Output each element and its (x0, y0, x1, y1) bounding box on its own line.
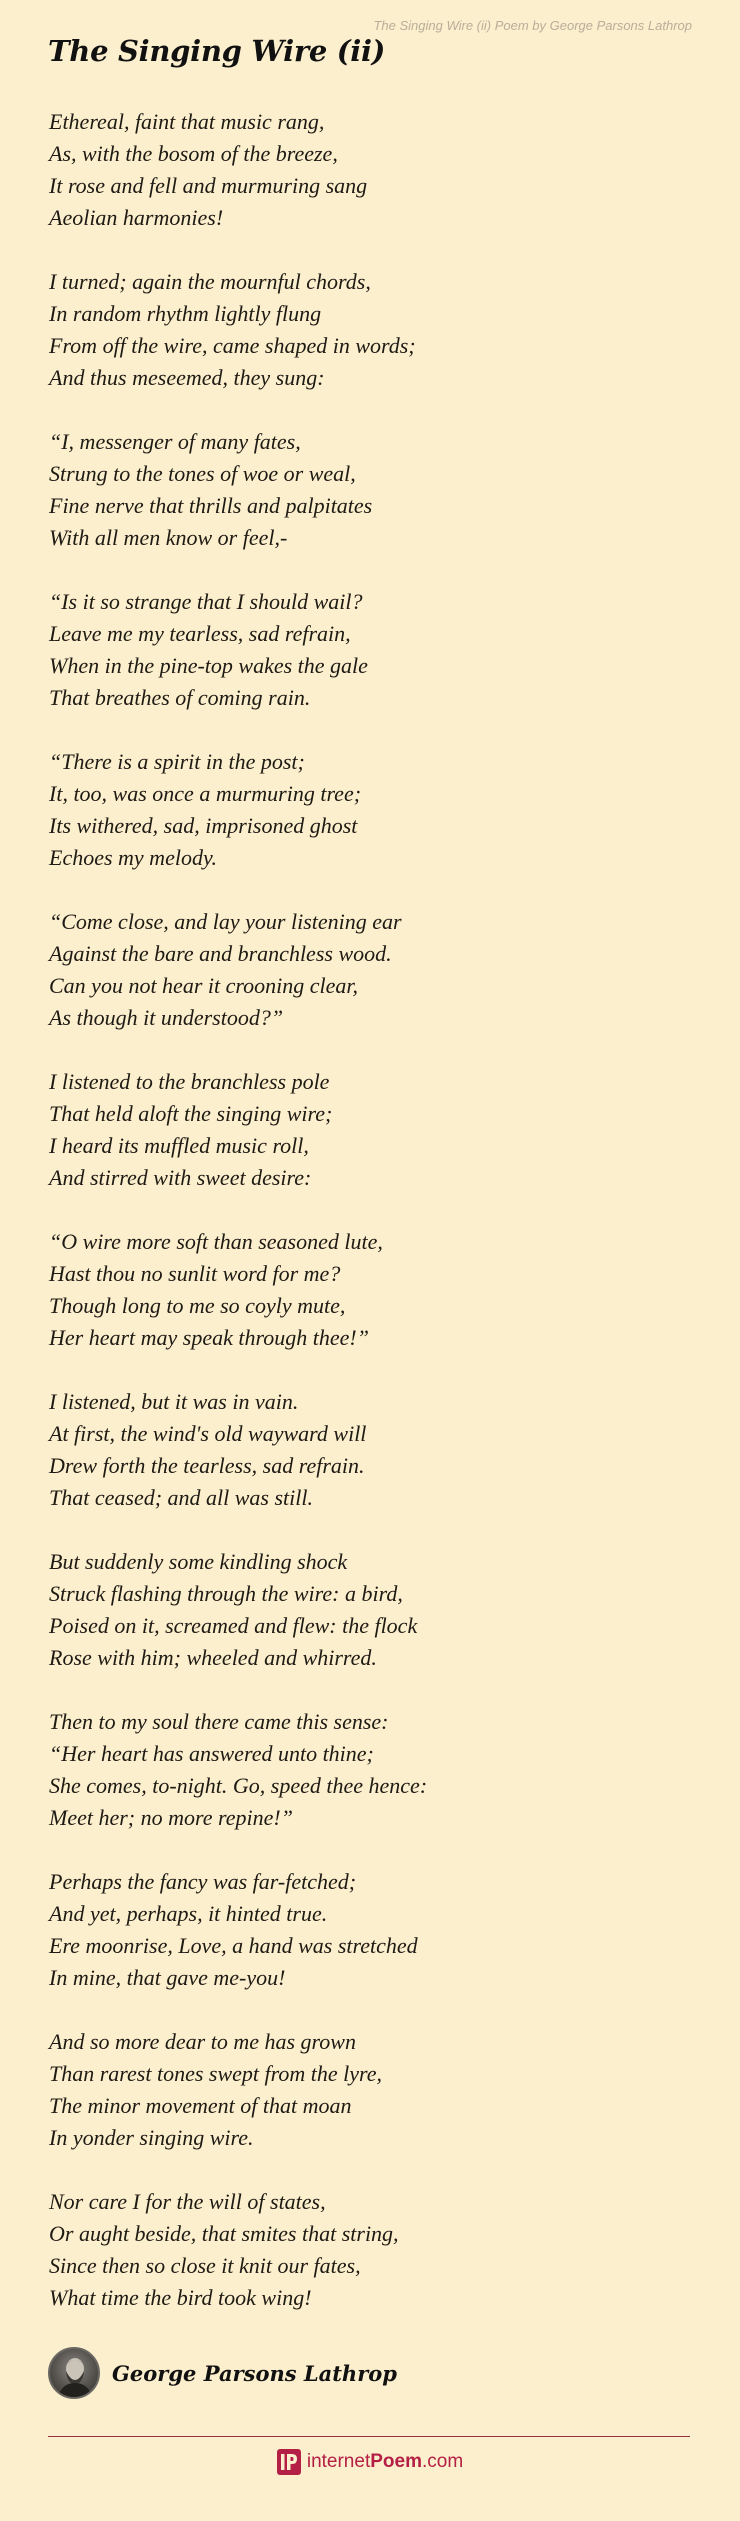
poem-line: And so more dear to me has grown (49, 2029, 356, 2054)
poem-line: And stirred with sweet desire: (49, 1165, 312, 1190)
poem-line: That ceased; and all was still. (49, 1485, 313, 1510)
poem-line: I turned; again the mournful chords, (49, 269, 371, 294)
poem-line: The minor movement of that moan (49, 2093, 352, 2118)
stanza (49, 1386, 689, 1514)
logo-suffix: .com (421, 2451, 464, 2472)
logo-text (307, 2451, 463, 2473)
stanza (49, 1706, 689, 1834)
poem-line: Her heart may speak through thee!” (49, 1325, 369, 1350)
poem-line: “Is it so strange that I should wail? (49, 589, 363, 614)
stanza (49, 106, 689, 234)
poem-line: Strung to the tones of woe or weal, (49, 461, 356, 486)
stanza (49, 1866, 689, 1994)
poem-body (49, 106, 689, 2346)
poem-line: Ere moonrise, Love, a hand was stretched (49, 1933, 418, 1958)
stanza (49, 426, 689, 554)
poem-line: “O wire more soft than seasoned lute, (49, 1229, 383, 1254)
ip-logo-mark-icon (277, 2449, 301, 2475)
poem-line: Rose with him; wheeled and whirred. (49, 1645, 377, 1670)
stanza (49, 1226, 689, 1354)
poem-line: She comes, to-night. Go, speed thee hence: (49, 1773, 428, 1798)
poem-line: And yet, perhaps, it hinted true. (49, 1901, 328, 1926)
stanza (49, 266, 689, 394)
poem-line: Since then so close it knit our fates, (49, 2253, 361, 2278)
poem-line: With all men know or feel,- (49, 525, 288, 550)
internetpoem-logo-link[interactable] (0, 2449, 740, 2475)
poem-line: Leave me my tearless, sad refrain, (49, 621, 351, 646)
stanza (49, 1066, 689, 1194)
stanza (49, 746, 689, 874)
poem-line: Aeolian harmonies! (49, 205, 224, 230)
poem-line: I listened to the branchless pole (49, 1069, 330, 1094)
poem-line: “Come close, and lay your listening ear (49, 909, 402, 934)
poem-line: Drew forth the tearless, sad refrain. (49, 1453, 365, 1478)
poem-line: Echoes my melody. (49, 845, 217, 870)
poem-line: That held aloft the singing wire; (49, 1101, 333, 1126)
poem-line: Nor care I for the will of states, (49, 2189, 326, 2214)
footer-divider (48, 2436, 690, 2437)
poem-line: Ethereal, faint that music rang, (49, 109, 325, 134)
poem-line: Against the bare and branchless wood. (49, 941, 392, 966)
stanza (49, 2026, 689, 2154)
poem-line: Then to my soul there came this sense: (49, 1709, 389, 1734)
poem-line: But suddenly some kindling shock (49, 1549, 348, 1574)
poem-line: As though it understood?” (49, 1005, 284, 1030)
poem-line: In yonder singing wire. (49, 2125, 254, 2150)
poem-line: Or aught beside, that smites that string, (49, 2221, 399, 2246)
stanza (49, 906, 689, 1034)
author-portrait-icon (50, 2349, 98, 2397)
poem-line: What time the bird took wing! (49, 2285, 312, 2310)
stanza (49, 586, 689, 714)
stanza (49, 1546, 689, 1674)
poem-line: Hast thou no sunlit word for me? (49, 1261, 341, 1286)
poem-line: Struck flashing through the wire: a bird, (49, 1581, 403, 1606)
poem-line: “Her heart has answered unto thine; (49, 1741, 374, 1766)
poem-line: In mine, that gave me-you! (49, 1965, 286, 1990)
poem-line: Fine nerve that thrills and palpitates (49, 493, 373, 518)
poem-line: That breathes of coming rain. (49, 685, 311, 710)
author-name[interactable]: George Parsons Lathrop (112, 2360, 397, 2386)
poem-line: As, with the bosom of the breeze, (49, 141, 338, 166)
poem-line: Poised on it, screamed and flew: the flock (49, 1613, 418, 1638)
stanza (49, 2186, 689, 2314)
poem-line: I listened, but it was in vain. (49, 1389, 299, 1414)
poem-line: From off the wire, came shaped in words; (49, 333, 416, 358)
logo-prefix: internet (306, 2451, 371, 2472)
logo-bold: Poem (370, 2451, 422, 2472)
poem-line: Meet her; no more repine!” (49, 1805, 293, 1830)
author-avatar[interactable] (48, 2347, 100, 2399)
poem-line: In random rhythm lightly flung (49, 301, 322, 326)
poem-line: And thus meseemed, they sung: (49, 365, 325, 390)
poem-line: Its withered, sad, imprisoned ghost (49, 813, 358, 838)
poem-line: At first, the wind's old wayward will (49, 1421, 367, 1446)
poem-line: Can you not hear it crooning clear, (49, 973, 358, 998)
poem-title: The Singing Wire (ii) (48, 34, 386, 68)
poem-line: I heard its muffled music roll, (49, 1133, 309, 1158)
poem-line: When in the pine-top wakes the gale (49, 653, 368, 678)
page-source-line: The Singing Wire (ii) Poem by George Parsons Lathrop (373, 18, 692, 33)
author-block[interactable] (48, 2347, 397, 2399)
poem-line: Than rarest tones swept from the lyre, (49, 2061, 383, 2086)
poem-line: Though long to me so coyly mute, (49, 1293, 346, 1318)
poem-line: “There is a spirit in the post; (49, 749, 305, 774)
poem-line: It, too, was once a murmuring tree; (49, 781, 362, 806)
poem-line: Perhaps the fancy was far-fetched; (49, 1869, 357, 1894)
poem-line: It rose and fell and murmuring sang (49, 173, 368, 198)
poem-line: “I, messenger of many fates, (49, 429, 301, 454)
